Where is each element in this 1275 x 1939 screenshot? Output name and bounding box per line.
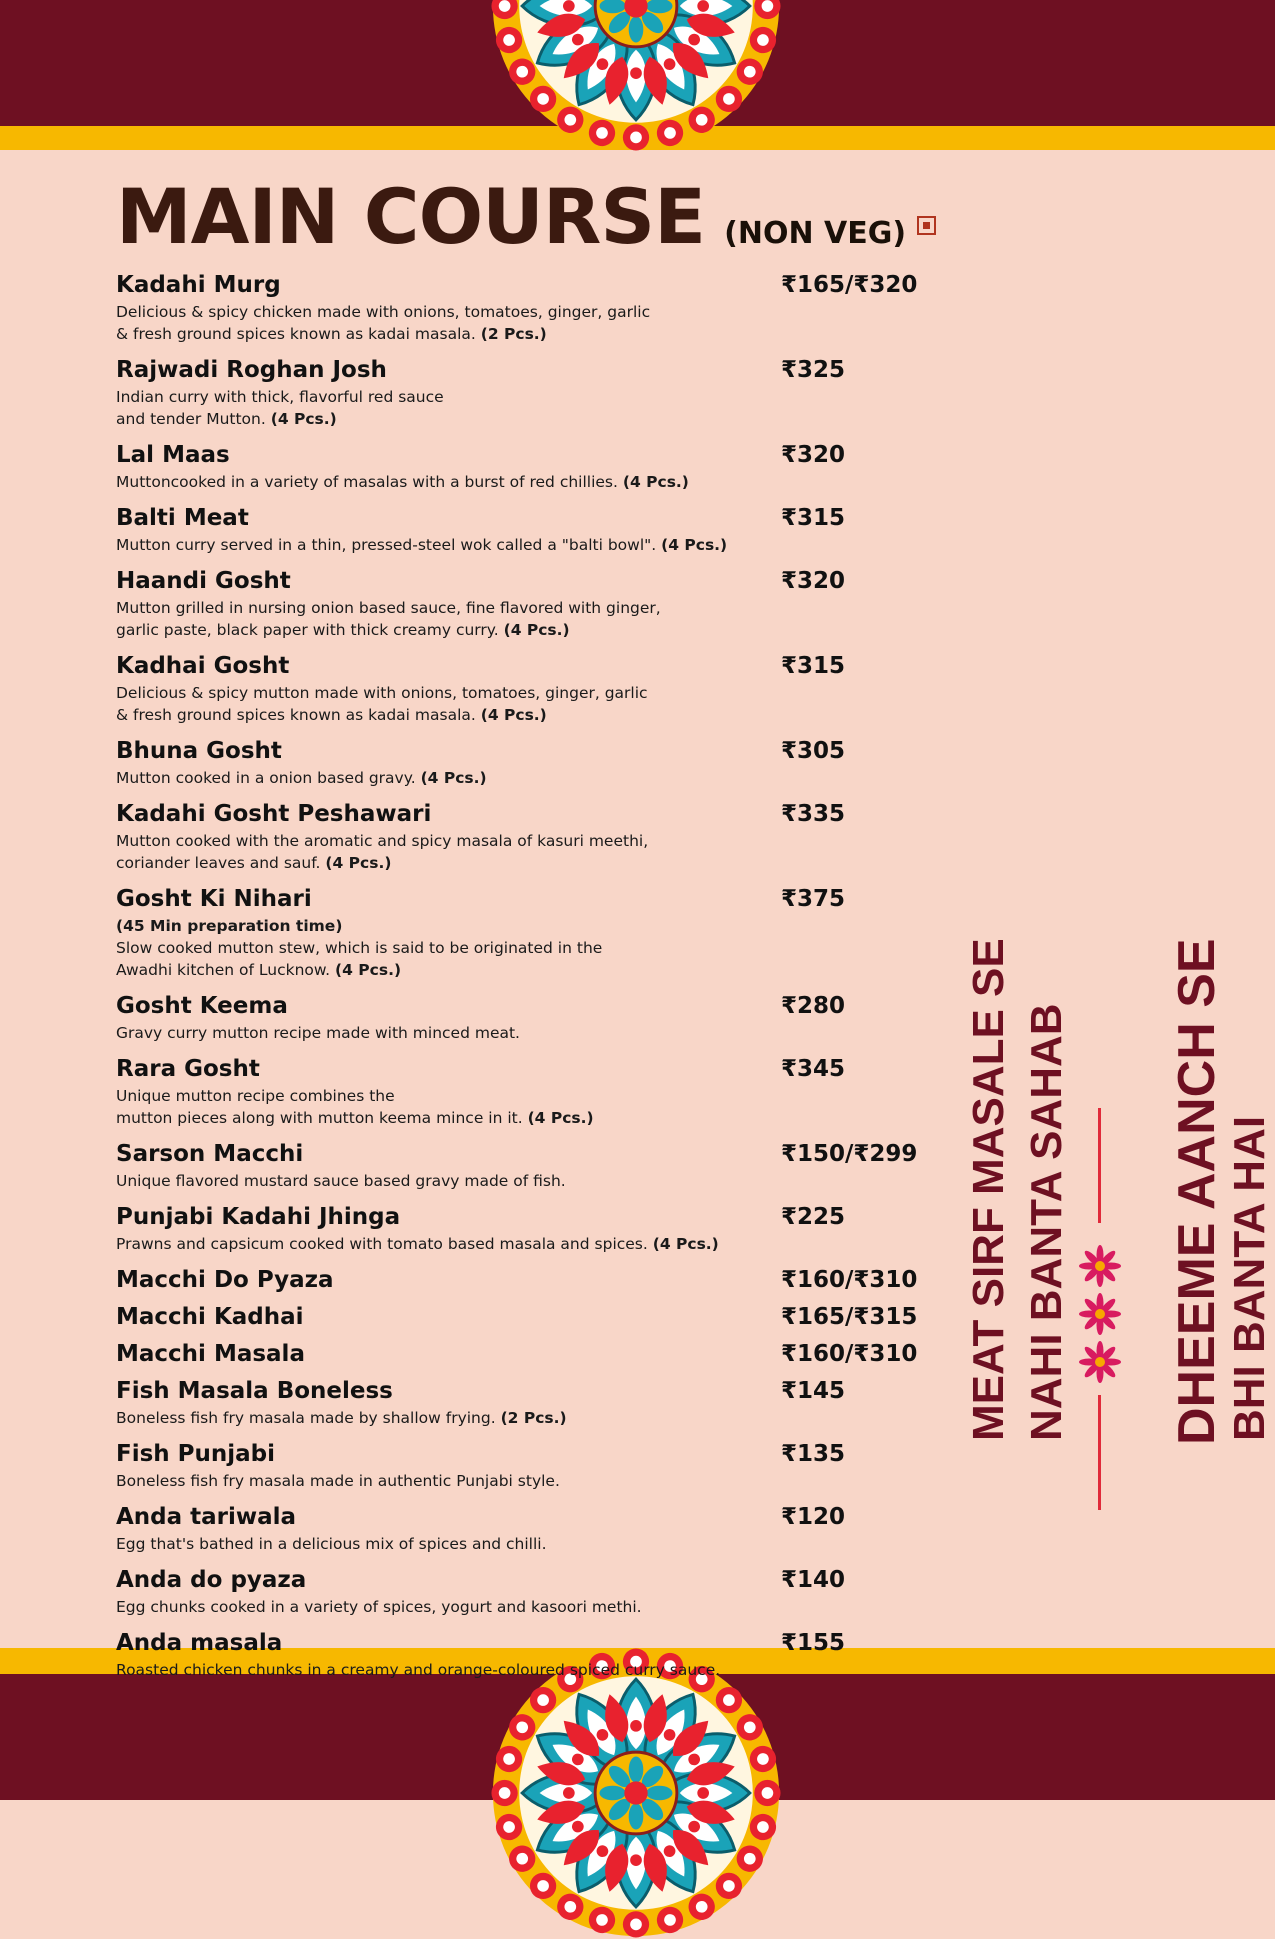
slogan-divider-bottom: [1098, 1395, 1101, 1510]
menu-item: [116, 440, 936, 493]
dish-price: ₹315: [781, 505, 846, 531]
dish-quantity: (2 Pcs.): [480, 325, 547, 343]
dish-quantity: (4 Pcs.): [527, 1109, 594, 1127]
menu-item: [116, 1376, 936, 1429]
dish-name: Sarson Macchi: [116, 1141, 304, 1167]
dish-price: ₹120: [781, 1504, 846, 1530]
dish-quantity: (4 Pcs.): [622, 473, 689, 491]
dish-description: [116, 937, 936, 981]
dish-price: ₹345: [781, 1056, 846, 1082]
dish-quantity: (4 Pcs.): [325, 854, 392, 872]
dish-description-text: Egg that's bathed in a delicious mix of spices and chilli.: [116, 1535, 547, 1553]
dish-description: [116, 1470, 936, 1492]
non-veg-mark-icon: [917, 216, 936, 235]
menu-item: [116, 355, 936, 430]
dish-price: ₹280: [781, 993, 846, 1019]
dish-description: [116, 1533, 936, 1555]
dish-description-text: Indian curry with thick, flavorful red sauce and tender Mutton.: [116, 388, 444, 428]
dish-price: ₹320: [781, 442, 846, 468]
dish-name: Kadhai Gosht: [116, 653, 290, 679]
dish-description-text: Egg chunks cooked in a variety of spices, yogurt and kasoori methi.: [116, 1598, 642, 1616]
dish-description: [116, 830, 936, 874]
dish-name: Lal Maas: [116, 442, 230, 468]
menu-item: [116, 566, 936, 641]
dish-quantity: (4 Pcs.): [480, 706, 547, 724]
dish-description: [116, 1233, 936, 1255]
dish-name: Macchi Masala: [116, 1341, 305, 1367]
dish-name: Macchi Kadhai: [116, 1304, 304, 1330]
dish-description-text: Boneless fish fry masala made in authentic Punjabi style.: [116, 1472, 560, 1490]
dish-description-text: Boneless fish fry masala made by shallow frying.: [116, 1409, 496, 1427]
menu-item: [116, 1565, 936, 1618]
flower-icon: [1078, 1244, 1122, 1288]
slogan-line-1: MEAT SIRF MASALE SE: [964, 938, 1013, 1441]
dish-description: [116, 534, 936, 556]
dish-description: [116, 1596, 936, 1618]
mandala-ornament-top: [490, 0, 782, 152]
dish-price: ₹150/₹299: [781, 1141, 918, 1167]
menu-item: [116, 1502, 936, 1555]
menu-item: [116, 991, 936, 1044]
dish-name: Haandi Gosht: [116, 568, 291, 594]
dish-name: Gosht Ki Nihari: [116, 886, 312, 912]
dish-name: Rara Gosht: [116, 1056, 260, 1082]
dish-description-text: Mutton cooked with the aromatic and spicy masala of kasuri meethi, coriander leaves and sauf.: [116, 832, 649, 872]
dish-quantity: (4 Pcs.): [270, 410, 337, 428]
dish-price: ₹325: [781, 357, 846, 383]
dish-quantity: (2 Pcs.): [500, 1409, 567, 1427]
dish-description-text: Mutton grilled in nursing onion based sauce, fine flavored with ginger, garlic paste, black paper with thick creamy curry.: [116, 599, 661, 639]
page-heading: [116, 172, 936, 261]
dish-price: ₹140: [781, 1567, 846, 1593]
menu-list: [116, 270, 936, 1691]
dish-description-text: Gravy curry mutton recipe made with minced meat.: [116, 1024, 520, 1042]
menu-item: [116, 503, 936, 556]
dish-price: ₹155: [781, 1630, 846, 1656]
slogan-line-3: DHEEME AANCH SE: [1168, 938, 1226, 1445]
slogan-divider-top: [1098, 1108, 1101, 1223]
menu-item: [116, 1339, 936, 1370]
menu-item: [116, 1628, 936, 1681]
dish-description: [116, 1407, 936, 1429]
flower-icon: [1078, 1340, 1122, 1384]
menu-item: [116, 651, 936, 726]
dish-name: Macchi Do Pyaza: [116, 1267, 334, 1293]
dish-description: [116, 767, 936, 789]
dish-description-text: Delicious & spicy chicken made with onions, tomatoes, ginger, garlic & fresh ground spices known as kadai masala.: [116, 303, 651, 343]
dish-note: (45 Min preparation time): [116, 917, 343, 935]
dish-quantity: (4 Pcs.): [503, 621, 570, 639]
dish-description: [116, 1659, 936, 1681]
dish-price: ₹375: [781, 886, 846, 912]
dish-description-text: Muttoncooked in a variety of masalas with a burst of red chillies.: [116, 473, 618, 491]
dish-quantity: (4 Pcs.): [661, 536, 728, 554]
dish-description: [116, 1022, 936, 1044]
dish-name: Anda do pyaza: [116, 1567, 307, 1593]
slogan-line-2: NAHI BANTA SAHAB: [1022, 1003, 1071, 1441]
menu-item: [116, 270, 936, 345]
dish-price: ₹160/₹310: [781, 1267, 918, 1293]
dish-price: ₹335: [781, 801, 846, 827]
menu-item: [116, 884, 936, 981]
dish-name: Punjabi Kadahi Jhinga: [116, 1204, 401, 1230]
dish-name: Kadahi Gosht Peshawari: [116, 801, 432, 827]
dish-quantity: (4 Pcs.): [652, 1235, 719, 1253]
dish-name: Anda masala: [116, 1630, 283, 1656]
dish-description-text: Mutton curry served in a thin, pressed-steel wok called a "balti bowl".: [116, 536, 657, 554]
dish-name: Gosht Keema: [116, 993, 288, 1019]
page-title: MAIN COURSE: [116, 172, 706, 261]
dish-price: ₹165/₹320: [781, 272, 918, 298]
menu-item: [116, 1302, 936, 1333]
dish-description-text: Delicious & spicy mutton made with onions, tomatoes, ginger, garlic & fresh ground spices known as kadai masala.: [116, 684, 648, 724]
menu-item: [116, 1439, 936, 1492]
dish-description: [116, 301, 936, 345]
dish-description-text: Roasted chicken chunks in a creamy and orange-coloured spiced curry sauce.: [116, 1661, 721, 1679]
dish-name: Fish Punjabi: [116, 1441, 276, 1467]
dish-price: ₹315: [781, 653, 846, 679]
menu-item: [116, 1054, 936, 1129]
dish-description: [116, 471, 936, 493]
dish-description-text: Prawns and capsicum cooked with tomato based masala and spices.: [116, 1235, 648, 1253]
dish-price: ₹320: [781, 568, 846, 594]
dish-description-text: Unique flavored mustard sauce based gravy made of fish.: [116, 1172, 566, 1190]
menu-item: [116, 799, 936, 874]
dish-description-text: Slow cooked mutton stew, which is said to be originated in the Awadhi kitchen of Lucknow.: [116, 939, 603, 979]
dish-price: ₹305: [781, 738, 846, 764]
dish-description: [116, 597, 936, 641]
dish-quantity: (4 Pcs.): [335, 961, 402, 979]
dish-name: Rajwadi Roghan Josh: [116, 357, 387, 383]
dish-description: [116, 386, 936, 430]
dish-price: ₹135: [781, 1441, 846, 1467]
dish-name: Anda tariwala: [116, 1504, 297, 1530]
dish-name: Fish Masala Boneless: [116, 1378, 393, 1404]
menu-item: [116, 1139, 936, 1192]
page-subtitle: (NON VEG): [724, 216, 907, 251]
dish-price: ₹145: [781, 1378, 846, 1404]
dish-price: ₹160/₹310: [781, 1341, 918, 1367]
dish-name: Kadahi Murg: [116, 272, 281, 298]
dish-price: ₹165/₹315: [781, 1304, 918, 1330]
dish-price: ₹225: [781, 1204, 846, 1230]
menu-item: [116, 1202, 936, 1255]
flower-icon: [1078, 1292, 1122, 1336]
dish-name: Bhuna Gosht: [116, 738, 282, 764]
dish-description-text: Mutton cooked in a onion based gravy.: [116, 769, 416, 787]
dish-description: [116, 1170, 936, 1192]
dish-description: [116, 682, 936, 726]
slogan-line-4: BHI BANTA HAI: [1225, 1115, 1274, 1441]
dish-name: Balti Meat: [116, 505, 249, 531]
dish-description: [116, 1085, 936, 1129]
dish-description-text: Unique mutton recipe combines the mutton pieces along with mutton keema mince in it.: [116, 1087, 523, 1127]
menu-item: [116, 736, 936, 789]
menu-item: [116, 1265, 936, 1296]
dish-quantity: (4 Pcs.): [420, 769, 487, 787]
